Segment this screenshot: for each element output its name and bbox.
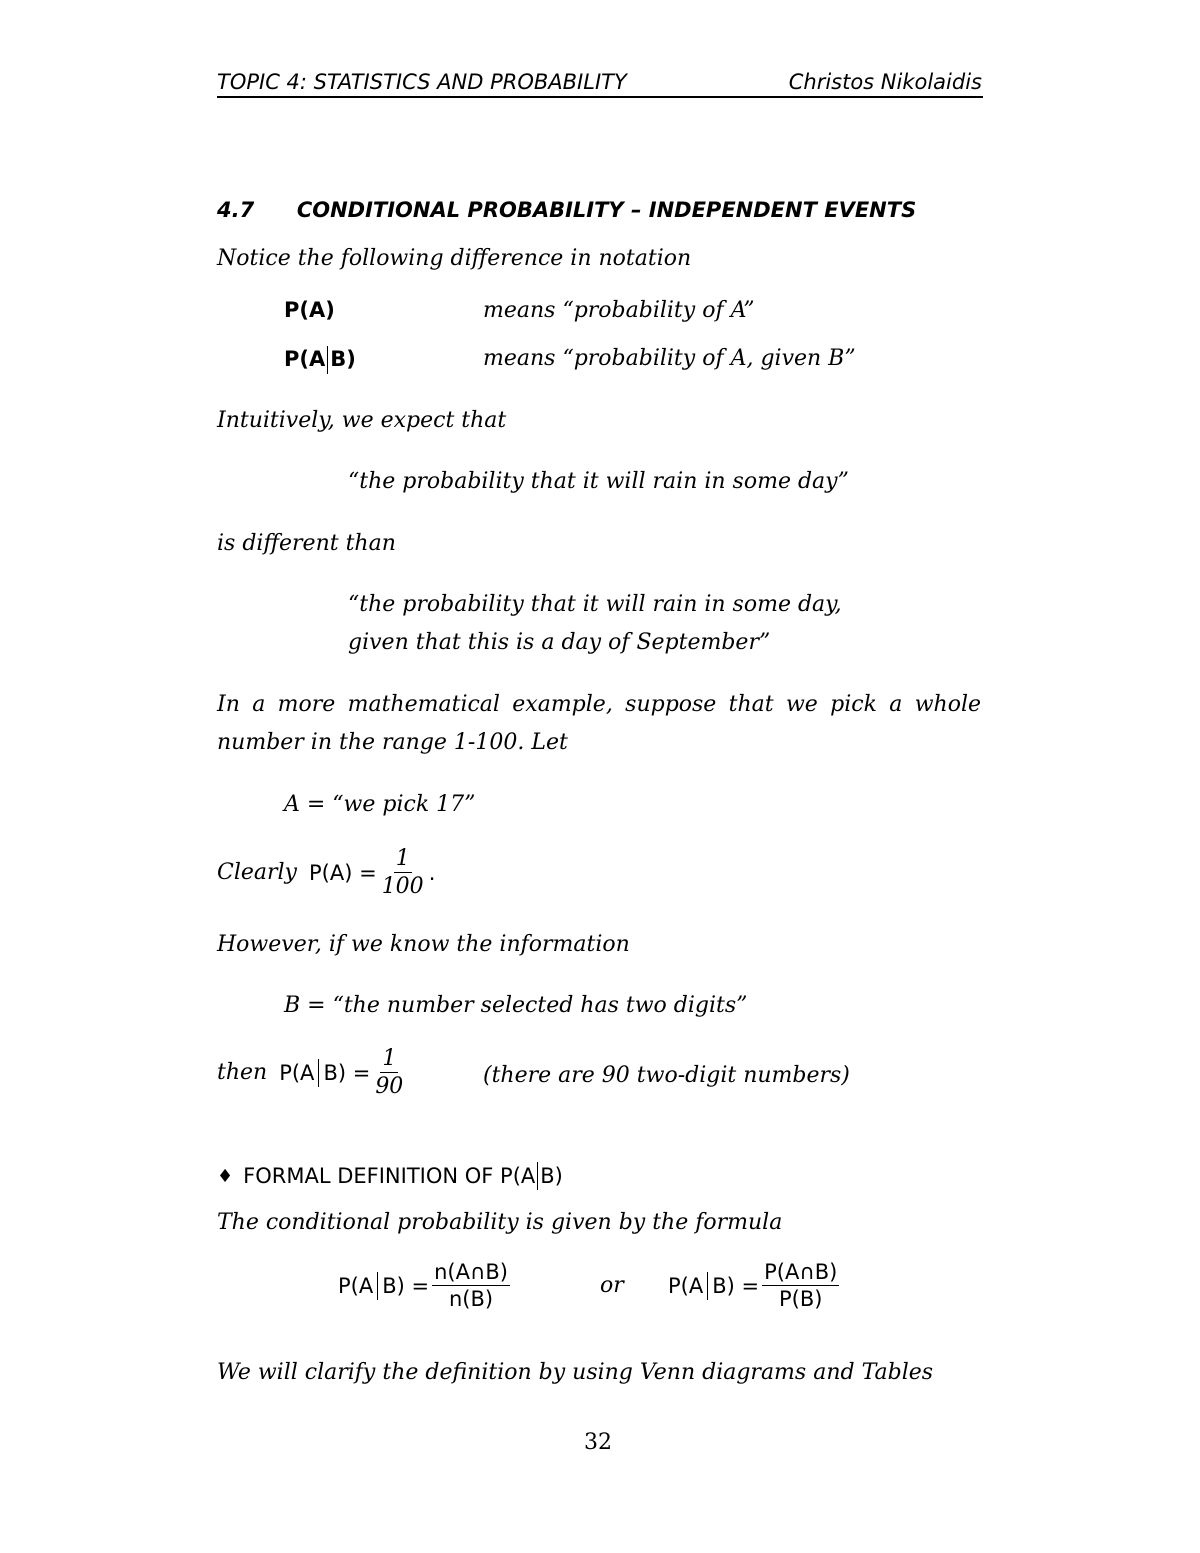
then-formula: then P(A B) = $\frac{1}{90}$ (217, 1046, 404, 1100)
example-line-2: number in the range 1-100. Let (217, 730, 568, 755)
intuition-quote-1: “the probability that it will rain in some day” (348, 469, 849, 494)
notation-symbol-pa: P(A) (284, 298, 335, 322)
header-topic: TOPIC 4: STATISTICS AND PROBABILITY (217, 70, 627, 94)
however-line: However, if we know the information (217, 932, 630, 957)
clarify-line: We will clarify the definition by using Venn diagrams and Tables (217, 1360, 934, 1385)
page-number: 32 (584, 1430, 612, 1455)
section-heading (217, 198, 916, 222)
formal-intro: The conditional probability is given by the formula (217, 1210, 783, 1235)
example-line-1: In a more mathematical example, suppose that we pick a whole (217, 692, 981, 717)
fraction-counts: $\frac{n(A\cap B)}{n(B)}$ (434, 1260, 508, 1312)
section-number: 4.7 (217, 198, 255, 222)
intuition-quote-2-line-1: “the probability that it will rain in some day, (348, 592, 842, 617)
intuition-lead: Intuitively, we expect that (217, 408, 507, 433)
clearly-formula: Clearly P(A) = $\frac{1}{100}$ . (217, 846, 436, 900)
notation-meaning-pab: means “probability of A, given B” (483, 346, 856, 371)
section-title: CONDITIONAL PROBABILITY – INDEPENDENT EVENTS (296, 198, 917, 222)
formal-heading: ♦ FORMAL DEFINITION OF P(A B) (217, 1164, 563, 1188)
fraction-probabilities: $\frac{P(A\cap B)}{P(B)}$ (764, 1260, 838, 1312)
notation-meaning-pa: means “probability of A” (483, 298, 755, 323)
header-author: Christos Nikolaidis (788, 70, 982, 94)
notation-intro: Notice the following difference in notation (217, 246, 692, 271)
fraction-pa: $\frac{1}{100}$ (381, 846, 424, 900)
formula-counts: P(A B) = $\frac{n(A\cap B)}{n(B)}$ (338, 1260, 508, 1312)
formula-probabilities: P(A B) = $\frac{P(A\cap B)}{P(B)}$ (668, 1260, 838, 1312)
two-digit-note: (there are 90 two-digit numbers) (483, 1063, 850, 1088)
event-a-definition: A = “we pick 17” (284, 792, 476, 817)
intuition-quote-2-line-2: given that this is a day of September” (348, 630, 771, 655)
diamond-bullet-icon: ♦ (217, 1165, 234, 1187)
intuition-different: is different than (217, 531, 396, 556)
fraction-cond: $\frac{1}{90}$ (375, 1046, 404, 1100)
event-b-definition: B = “the number selected has two digits” (284, 993, 748, 1018)
header-rule (217, 96, 983, 98)
notation-symbol-pab: P(A B) (284, 346, 356, 374)
formula-or: or (600, 1273, 624, 1298)
